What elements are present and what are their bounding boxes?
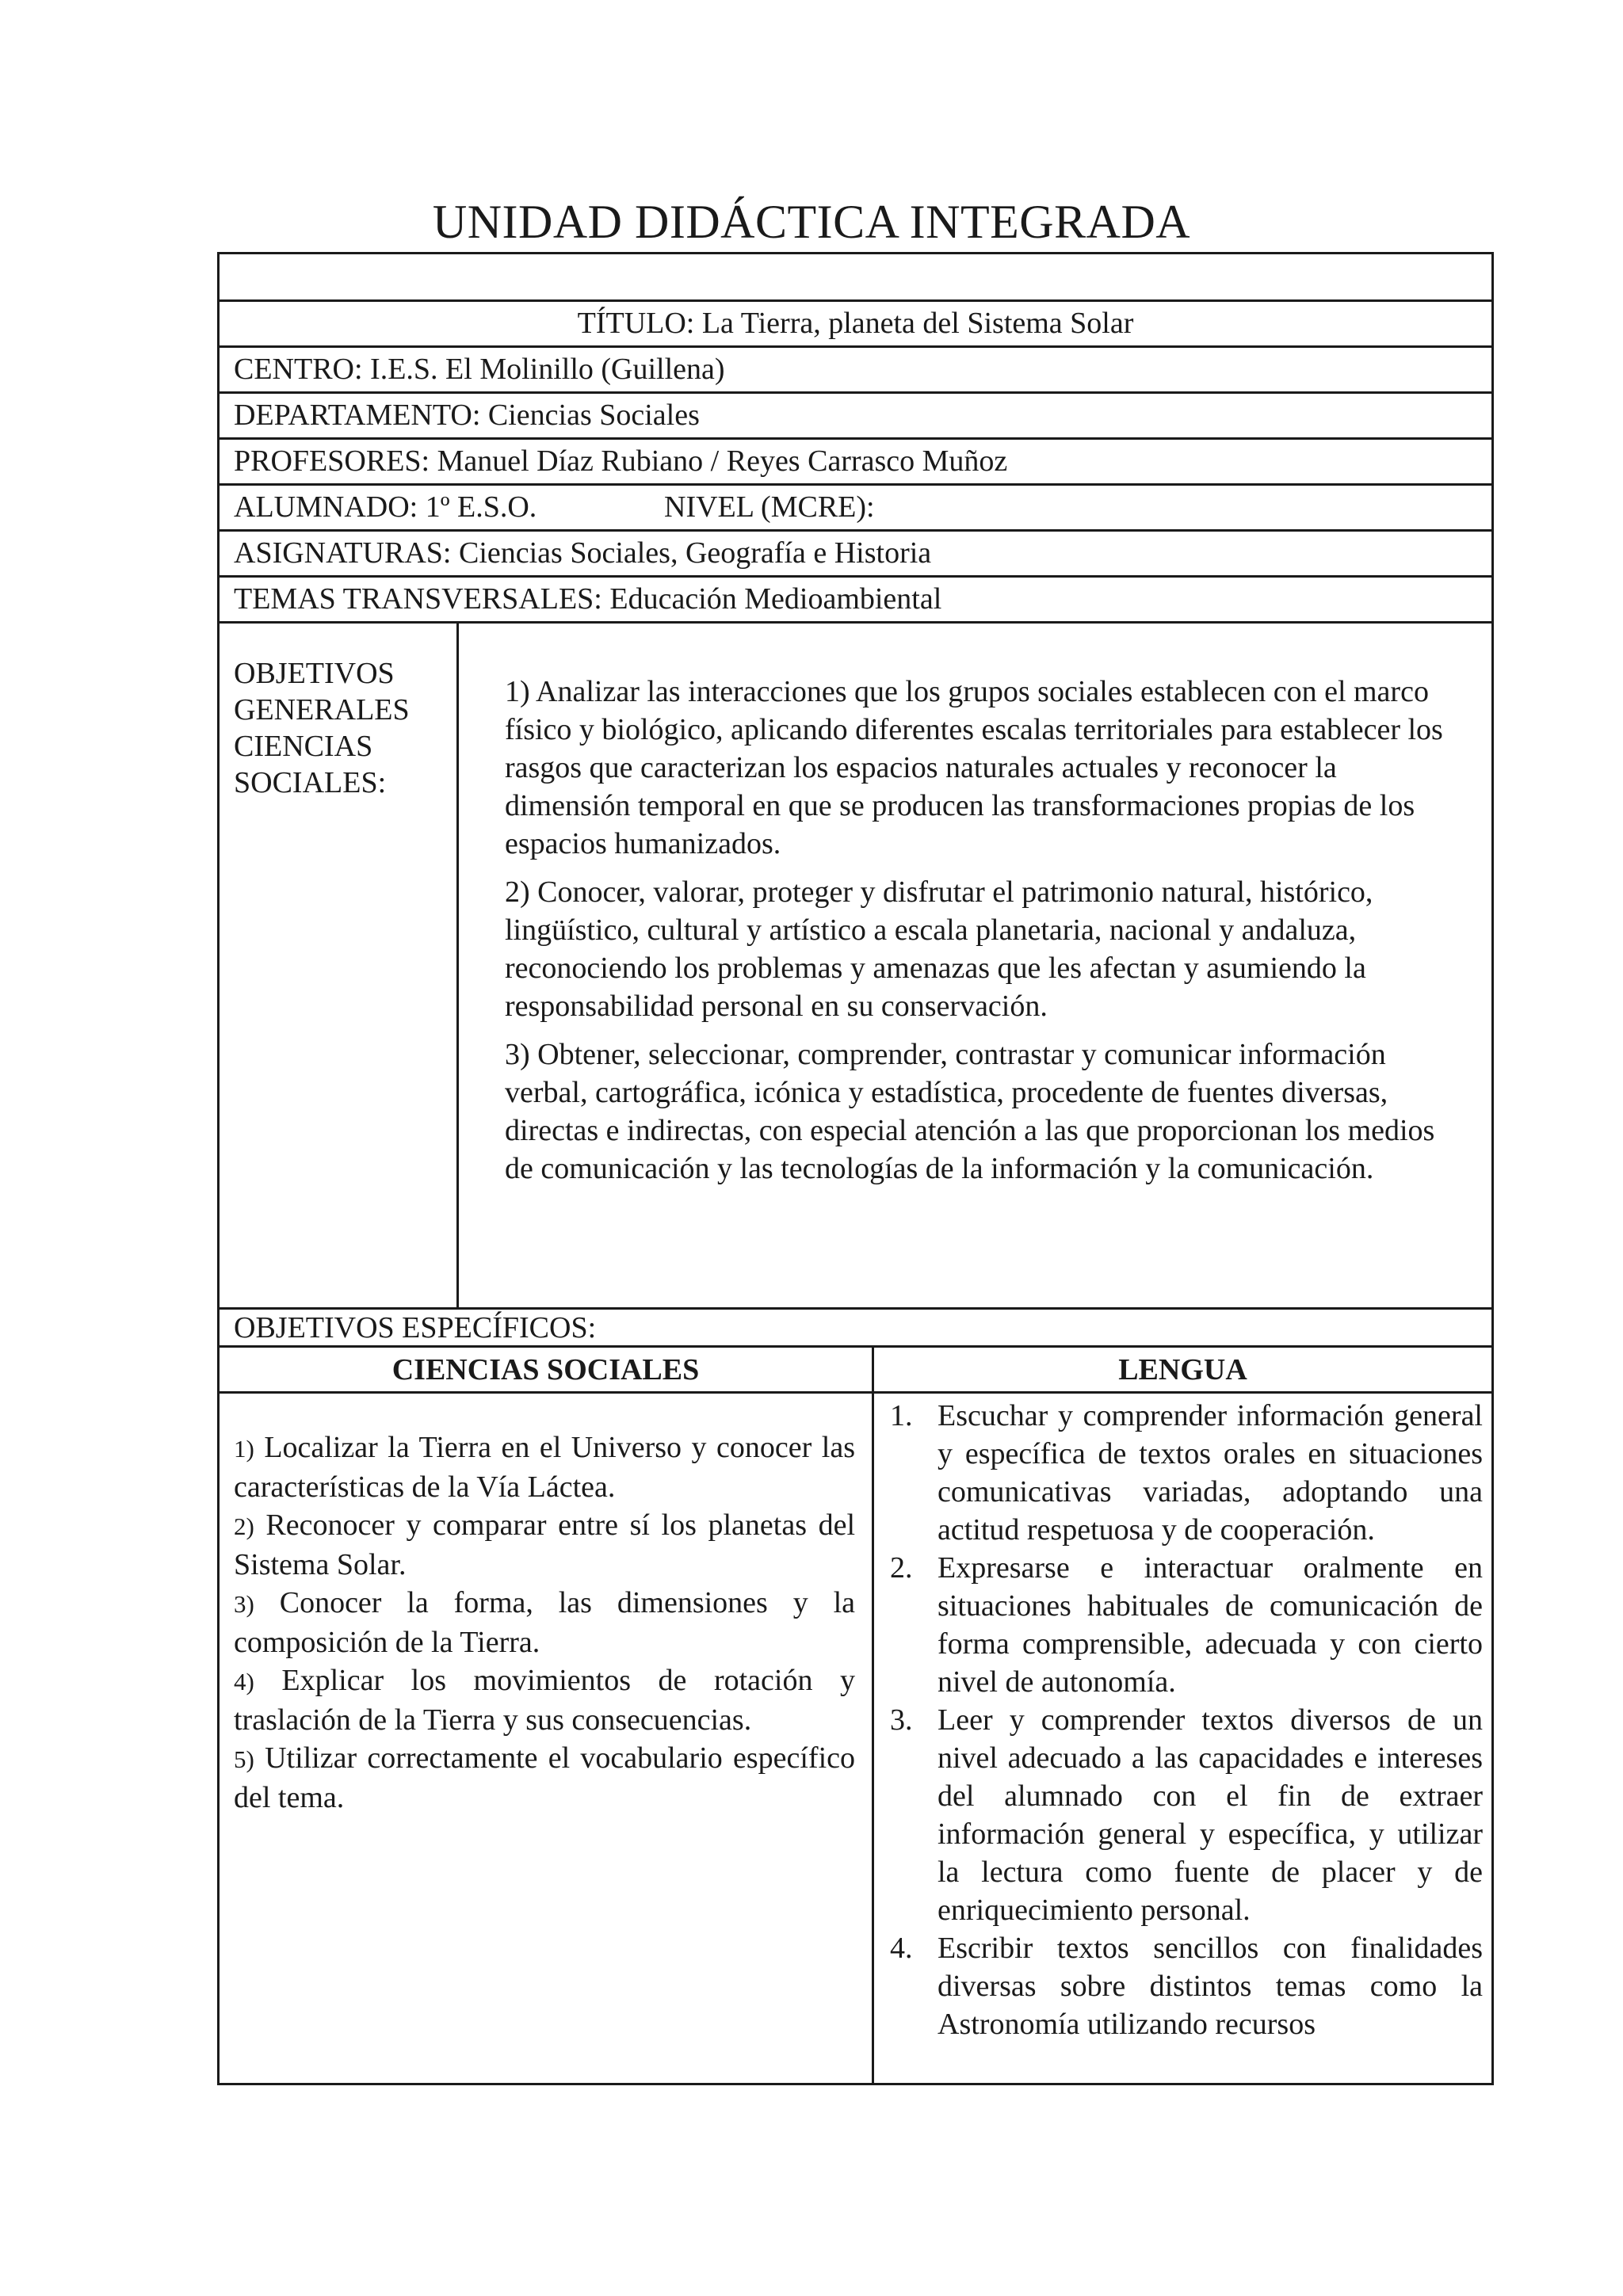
item-number: 2) — [234, 1512, 254, 1540]
lengua-header: LENGUA — [1118, 1353, 1247, 1386]
item-text: Reconocer y comparar entre sí los planetas del Sistema Solar. — [234, 1508, 856, 1581]
label-line: OBJETIVOS — [234, 657, 395, 690]
lengua-item — [874, 1549, 1483, 1701]
item-number: 3. — [890, 1703, 913, 1737]
titulo-row: TÍTULO: La Tierra, planeta del Sistema Solar — [220, 302, 1491, 348]
ciencias-item — [234, 1661, 855, 1739]
lengua-item — [874, 1397, 1483, 1549]
specific-columns-header — [220, 1348, 1491, 1394]
lengua-column — [874, 1394, 1491, 2083]
item-text: Utilizar correctamente el vocabulario específico del tema. — [234, 1741, 856, 1814]
label-line: GENERALES — [234, 693, 410, 727]
item-number: 2. — [890, 1551, 913, 1585]
item-number: 3) — [234, 1590, 254, 1618]
item-number: 4) — [234, 1668, 254, 1695]
item-text: Escuchar y comprender información general y específica de textos orales en situaciones comunicativas variadas, adoptando una actitud respetuosa y de cooperación. — [938, 1399, 1483, 1547]
item-text: Leer y comprender textos diversos de un nivel adecuado a las capacidades e intereses del alumnado con el fin de extraer información general y específica, y utilizar la lectura como fuente de placer y de enriquecimiento personal. — [938, 1703, 1483, 1927]
item-number: 1) — [234, 1435, 254, 1463]
item-text: Conocer la forma, las dimensiones y la composición de la Tierra. — [234, 1586, 856, 1659]
ciencias-item — [234, 1428, 855, 1506]
unit-table — [217, 252, 1494, 2085]
item-number: 4. — [890, 1932, 913, 1965]
lengua-item — [874, 1929, 1483, 2043]
objetivos-generales-label — [220, 624, 459, 1307]
item-number: 5) — [234, 1745, 254, 1773]
item-text: Explicar los movimientos de rotación y traslación de la Tierra y sus consecuencias. — [234, 1664, 856, 1737]
item-text: Expresarse e interactuar oralmente en situaciones habituales de comunicación de forma comprensible, adecuada y con cierto nivel de autonomía. — [938, 1551, 1483, 1699]
document-title: UNIDAD DIDÁCTICA INTEGRADA — [432, 196, 1191, 248]
ciencias-item — [234, 1584, 855, 1661]
alumnado-label: ALUMNADO: 1º E.S.O. — [234, 490, 537, 524]
objetivo-general-item: 2) Conocer, valorar, proteger y disfrutar el patrimonio natural, histórico, lingüístico, cultural y artístico a escala planetaria, nacional y andaluza, reconociendo los problemas y amenazas que les afectan y asumiendo la responsabilidad personal en su conservación. — [505, 875, 1373, 1023]
lengua-item — [874, 1701, 1483, 1929]
objetivo-general-item: 1) Analizar las interacciones que los grupos sociales establecen con el marco físico y biológico, aplicando diferentes escalas territoriales para establecer los rasgos que caracterizan los espacios naturales actuales y reconocer la dimensión temporal en que se producen las transformaciones propias de los espacios humanizados. — [505, 675, 1443, 860]
objetivos-especificos-row: OBJETIVOS ESPECÍFICOS: — [220, 1310, 1491, 1348]
label-line: CIENCIAS — [234, 730, 373, 763]
alumnado-row — [220, 486, 1491, 532]
temas-row: TEMAS TRANSVERSALES: Educación Medioambiental — [220, 578, 1491, 624]
nivel-label: NIVEL (MCRE): — [664, 490, 875, 524]
empty-header-row — [220, 254, 1491, 302]
item-text: Escribir textos sencillos con finalidades diversas sobre distintos temas como la Astronomía utilizando recursos — [938, 1932, 1483, 2041]
objetivos-generales-list — [505, 673, 1460, 1198]
asignaturas-row: ASIGNATURAS: Ciencias Sociales, Geografía e Historia — [220, 532, 1491, 578]
item-text: Localizar la Tierra en el Universo y conocer las características de la Vía Láctea. — [234, 1431, 855, 1504]
ciencias-sociales-list — [234, 1428, 855, 1817]
label-line: SOCIALES: — [234, 766, 387, 799]
item-number: 1. — [890, 1399, 913, 1432]
departamento-row: DEPARTAMENTO: Ciencias Sociales — [220, 394, 1491, 440]
objetivos-generales-row — [220, 624, 1491, 1310]
ciencias-item — [234, 1506, 855, 1584]
specific-objectives-body — [220, 1394, 1491, 2083]
lengua-list — [874, 1397, 1483, 2043]
objetivo-general-item: 3) Obtener, seleccionar, comprender, contrastar y comunicar información verbal, cartográfica, icónica y estadística, procedente de fuentes diversas, directas e indirectas, con especial atención a las que proporcionan los medios de comunicación y las tecnologías de la información y la comunicación. — [505, 1038, 1435, 1185]
ciencias-item — [234, 1739, 855, 1817]
ciencias-sociales-header: CIENCIAS SOCIALES — [220, 1348, 874, 1391]
centro-row: CENTRO: I.E.S. El Molinillo (Guillena) — [220, 348, 1491, 394]
profesores-row: PROFESORES: Manuel Díaz Rubiano / Reyes Carrasco Muñoz — [220, 440, 1491, 486]
ciencias-sociales-column — [220, 1394, 874, 2083]
